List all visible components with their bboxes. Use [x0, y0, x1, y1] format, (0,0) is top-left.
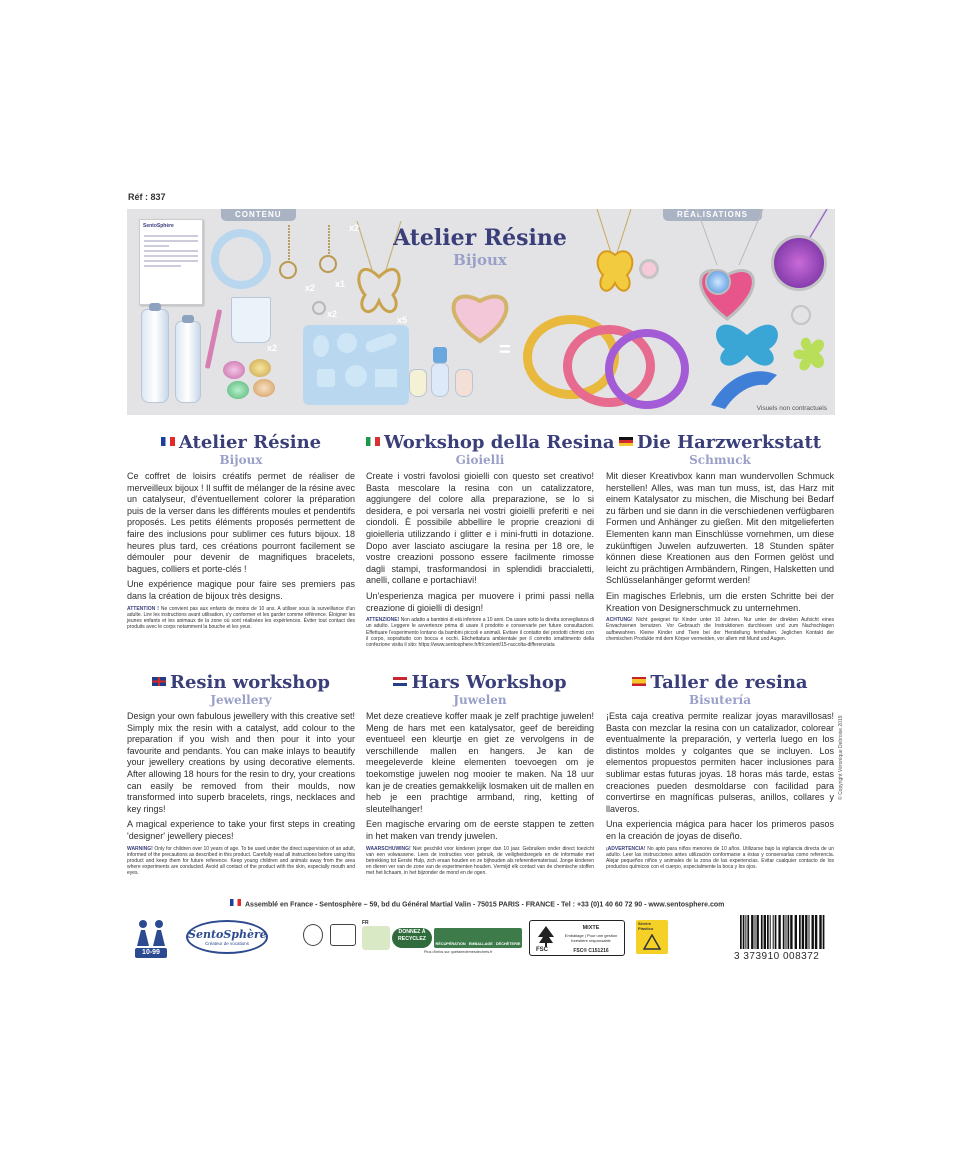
hazard-icon [643, 934, 661, 950]
qty-label: x2 [327, 309, 338, 319]
dome-ring [705, 269, 731, 295]
colorant-bottle [409, 369, 427, 397]
tree-icon [536, 925, 556, 947]
banner-title: Atelier Résine Bijoux [393, 225, 567, 269]
section-title: Die Harzwerkstatt [606, 433, 834, 453]
section-tagline: Una experiencia mágica para hacer los primeros pasos en la creación de joyas de diseño. [606, 819, 834, 841]
colorant-bottle [431, 363, 449, 397]
resin-shapes-icon [707, 305, 831, 415]
round-pendant [771, 235, 827, 291]
triman-recycling-label: FR DONNEZ À RECYCLEZ RÉCUPÉRATION EMBALLAGE DÉCHÈTERIE Plus d'infos sur quefairedemesdechets.fr [362, 920, 521, 954]
section-de [606, 433, 834, 642]
glitter-jar [227, 381, 249, 399]
section-title: Hars Workshop [366, 673, 594, 693]
glitter-jar [253, 379, 275, 397]
section-tagline: Une expérience magique pour faire ses premiers pas dans la création de bijoux très designs. [127, 579, 355, 601]
section-subtitle: Bisutería [688, 693, 751, 707]
flag-de-icon [619, 437, 633, 446]
flag-es-icon [632, 677, 646, 686]
ring-blank-icon [312, 301, 326, 315]
tab-realisations: RÉALISATIONS [663, 209, 762, 221]
section-tagline: Ein magisches Erlebnis, um die ersten Schritte bei der Kreation von Designerschmuck zu unternehmen. [606, 590, 834, 613]
section-title: Resin workshop [127, 673, 355, 693]
chain-icon [279, 223, 359, 267]
flag-fr-icon [161, 437, 175, 446]
flag-fr-icon [230, 899, 241, 906]
colorant-bottle [455, 369, 473, 397]
instruction-leaflet: SentoSphère [139, 219, 203, 305]
flag-uk-icon [152, 677, 166, 686]
section-warning: ACHTUNG! Nicht geeignet für Kinder unter 10 Jahren. Nur unter der direkten Aufsicht eines Erwachsenen benutzen. Vor Gebrauch die Instruktionen durchlesen und zum Nachschlagen aufbewahren. Kleine Kinder und Tiere bei der Herstellung fernhalten. Jeglichen Kontakt der chemischen Produkte mit dem Körper vermeiden, vor allem mit Mund und Augen. [606, 617, 835, 642]
qty-label: x5 [397, 315, 408, 325]
ref-label: Réf : 837 [128, 192, 166, 202]
flag-it-icon [366, 437, 380, 446]
qty-label: x2 [305, 283, 316, 293]
qty-label: x1 [335, 279, 346, 289]
resin-bottle [141, 309, 169, 403]
section-warning: WARNING! Only for children over 10 years of age. To be used under the direct supervision of an adult, informed of the precautions as described in this product. Carefully read all instructions before using this product and keep them for future reference. Keep young children and animals away from the area where experiments are conducted. Avoid all contact of the product with the skin, especially mouth and eyes. [127, 845, 355, 877]
bangle-mold [211, 229, 271, 289]
section-tagline: A magical experience to take your first steps in creating 'designer' jewellery pieces! [127, 819, 355, 841]
section-warning: ATTENTION ! Ne convient pas aux enfants de moins de 10 ans. A utiliser sous la surveillance d'un adulte. Lire les instructions avant utilisation, s'y conformer et les garder comme référence. Éloigner les jeunes enfants et les animaux de la zone où sont réalisées les expériences. Éviter tout contact des produits avec le corps notamment la bouche et les yeux. [127, 605, 355, 631]
section-nl [366, 673, 594, 877]
age-range-logo: 10-99 [133, 918, 169, 958]
section-tagline: Een magische ervaring om de eerste stappen te zetten in het maken van trendy juwelen. [366, 819, 594, 841]
ring-icon [639, 259, 659, 279]
bracelet-purple [605, 329, 689, 409]
section-title: Atelier Résine [127, 433, 355, 453]
section-body: Ce coffret de loisirs créatifs permet de réaliser de merveilleux bijoux ! Il suffit de mélanger de la résine avec un catalyseur, d'éventuellement colorer la préparation puis de la verser dans les différents moules et pendentifs proposés. Les petits éléments proposés permettent de faire des inclusions pour sublimer ces futurs bijoux. 18 heures plus tard, ces créations pourront facilement se démouler pour devenir de magnifiques bracelets, bagues, colliers et porte-clés ! [127, 471, 355, 574]
section-warning: ATTENZIONE! Non adatto a bambini di età inferiore a 10 anni. Da usare sotto la diretta sorveglianza di un adulto. Leggere le avvertenze prima di usare il prodotto e conservarle per future consultazioni. Effettuare l'esperimento lontano da bambini piccoli e animali. Evitare il contatto dei prodotti chimici con il corpo, soprattutto con bocca e occhi. Etichettatura ambientale per il corretto smaltimento della confezione visita il sito: https://www.sentosphere.fr/fr/content/15-raccolta-differenziata [366, 617, 595, 648]
flag-nl-icon [393, 677, 407, 686]
section-body: Met deze creatieve koffer maak je zelf prachtige juwelen! Meng de hars met een katalysator, geef de bereiding eventueel een kleurtje en giet ze vervolgens in de verschillende mallen en hangers. Je kan de meegeleverde kleine elementen toevoegen om je toekomstige juwelen nog mooier te maken. Na 18 uur kan je de creaties gemakkelijk losmaken uit de mallen en heb je een prachtige armband, ring, ketting of sleutelhanger! [366, 711, 594, 814]
section-tagline: Un'esperienza magica per muovere i primi passi nella creazione di gioielli di design! [366, 590, 594, 613]
section-title: Workshop della Resina [366, 433, 594, 453]
warning-label-icon: Sévère Plastico [636, 920, 668, 954]
section-warning: ¡ADVERTENCIA! No apto para niños menores de 10 años. Utilizarse bajo la vigilancia directa de un adulto. Leer las instrucciones antes utilización conformarse a éstas y conservarlas como referencia. Alejar pequeños niños y animales de la zona de las experiencias. Evitar cualquier contacto de los productos químicos con el cuerpo, especialmente la boca y los ojos. [606, 845, 834, 871]
packaging-icon [330, 924, 356, 946]
section-en [127, 673, 355, 877]
stirrer-stick [205, 309, 222, 369]
recycle-icon [303, 924, 323, 946]
section-es [606, 673, 834, 870]
box-icon [362, 926, 390, 950]
visuels-disclaimer: Visuels non contractuels [756, 405, 827, 412]
barcode-bars [734, 915, 830, 951]
section-body: Design your own fabulous jewellery with this creative set! Simply mix the resin with a catalyst, add colour to the preparation if you wish and then pour it into your favourite and pendants. You can make inlays to beautify your jewellery creations by using decorative elements. After allowing 18 hours for the resin to dry, your creations can easily be removed from their moulds, now transformed into superb bracelets, rings, necklaces and key rings! [127, 711, 355, 814]
sentosphere-logo: SentoSphère Créateur de vocations [186, 920, 268, 954]
qty-label: x2 [349, 223, 360, 233]
catalyst-bottle [175, 321, 201, 403]
assembled-in-france: Assemblé en France - Sentosphère – 59, bd du Général Martial Valin - 75015 PARIS - FRANCE - Tel : +33 (0)1 40 60 72 90 - www.sentosphere.com [230, 901, 750, 908]
keyring-icon [791, 305, 811, 325]
barcode: 3 373910 008372 [734, 915, 830, 961]
product-banner [127, 209, 835, 415]
section-body: ¡Esta caja creativa permite realizar joyas maravillosas! Basta con mezclar la resina con un catalizador, colorear eventualmente la preparación, y verterla luego en los distintos moldes y colgantes que se incluyen. Los elementos propuestos permiten hacer inclusiones para sublimar estas futuras joyas. 18 horas más tarde, estas creaciones pueden desmoldarse con facilidad para convertirse en magníficas pulseras, anillos, collares y llaveros. [606, 711, 834, 814]
section-subtitle: Juwelen [453, 693, 507, 707]
glitter-jar [223, 361, 245, 379]
section-subtitle: Schmuck [689, 453, 751, 467]
family-icon [133, 918, 169, 948]
section-body: Create i vostri favolosi gioielli con questo set creativo! Basta mescolare la resina con un catalizzatore, aggiungere del colore alla preparazione, se lo si desidera, e poi versarla nei vostri gioielli preferiti e nei ciondoli. È possibile abbellire le proprie creazioni di gioielleria utilizzando i glitter e i mini-frutti in dotazione. Dopo aver lasciato asciugare la resina per 18 ore, le vostre creazioni possono essere facilmente rimosse dagli stampi, trasformandosi in splendidi braccialetti, anelli, collane e portachiavi! [366, 471, 594, 586]
section-subtitle: Gioielli [455, 453, 505, 467]
section-warning: WAARSCHUWING! Niet geschikt voor kinderen jonger dan 10 jaar. Gebruiken onder direct toezicht van een volwassene. Lees de instructies voor gebruik, de veiligheidsregels en de informatie met betrekking tot Eerste Hulp, zich eraan houden en ze bijhouden als referentiemateriaal. Jonge kinderen en dieren ver van de zone van de experimenten houden. Vermijd elk contact van de chemische stoffen met het lichaam, in het bijzonder de mond en de ogen. [366, 845, 594, 877]
tab-contenu: CONTENU [221, 209, 296, 221]
section-fr [127, 433, 355, 630]
section-title: Taller de resina [606, 673, 834, 693]
qty-label: x2 [267, 343, 278, 353]
copyright-note: © Copyright Véronique Debroise 2019 [838, 715, 844, 800]
measuring-cup [231, 297, 271, 343]
section-subtitle: Bijoux [219, 453, 263, 467]
fsc-logo: FSC MIXTE Emballage | Pour une gestion forestière responsable FSC® C151216 [529, 920, 625, 956]
section-it [366, 432, 615, 648]
equals-sign: = [499, 339, 511, 361]
section-subtitle: Jewellery [210, 693, 272, 707]
heart-pendant-icon [445, 285, 515, 345]
section-body: Mit dieser Kreativbox kann man wundervollen Schmuck herstellen! Alles, was man tun muss, ist, das Harz mit einem Katalysator zu mischen, die Mischung bei Bedarf zu färben und sie dann in die verschiedenen verfügbaren Formen und Anhänger zu gießen. Mit den mitgelieferten Elementen kann man Einschlüsse vornehmen, um diese zukünftigen Juwelen aufzuwerten. 18 Stunden später können diese Kreationen aus den Formen gelöst und leicht zu prächtigen Armbändern, Ringen, Halsketten und Schlüsselanhänger geformt werden! [606, 471, 834, 586]
glitter-jar [249, 359, 271, 377]
